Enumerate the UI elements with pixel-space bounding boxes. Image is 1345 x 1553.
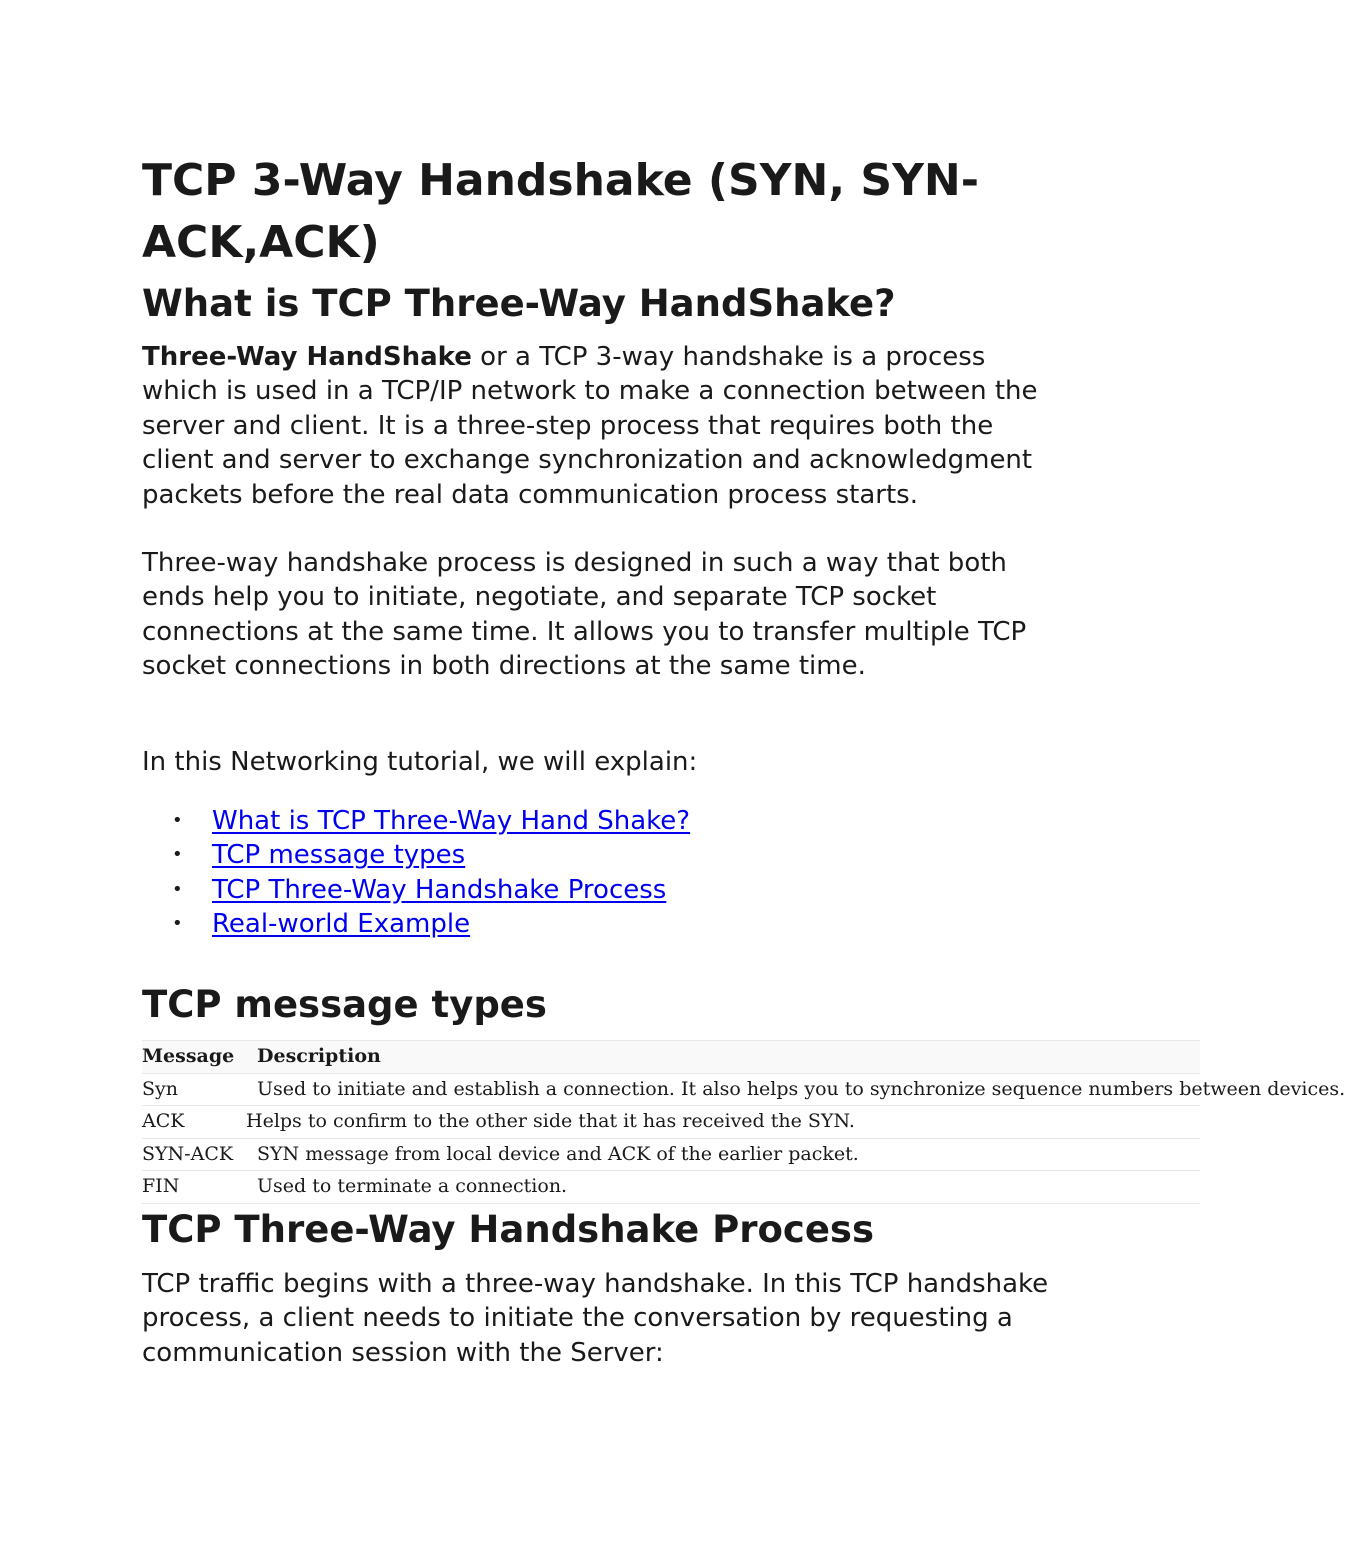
toc-link-real-world-example[interactable]: Real-world Example: [212, 909, 471, 940]
tutorial-intro: In this Networking tutorial, we will explain:: [142, 747, 698, 777]
table-of-contents: [142, 804, 690, 942]
bullet-icon: •: [172, 810, 183, 831]
column-header-message: Message: [142, 1045, 235, 1067]
design-paragraph: Three-way handshake process is designed in such a way that both ends help you to initiate, negotiate, and separate TCP socket connections at the same time. It allows you to transfer multiple TCP socket connections in both directions at the same time.: [142, 548, 1027, 682]
toc-item: [142, 804, 690, 838]
message-cell: SYN-ACK: [142, 1142, 234, 1165]
table-header-row: [142, 1040, 1200, 1074]
column-header-description: Description: [257, 1045, 381, 1067]
message-types-table: [142, 1040, 1345, 1204]
table-row: [142, 1139, 1200, 1172]
table-row: [142, 1106, 1200, 1139]
section-heading-message-types: TCP message types: [142, 983, 547, 1026]
toc-link-what-is[interactable]: What is TCP Three-Way Hand Shake?: [212, 806, 691, 836]
bullet-icon: •: [172, 878, 183, 900]
bullet-icon: •: [172, 844, 183, 866]
message-cell: ACK: [142, 1110, 185, 1132]
message-cell: FIN: [142, 1175, 180, 1197]
table-row: [142, 1074, 1345, 1107]
description-cell: SYN message from local device and ACK of the earlier packet.: [257, 1142, 859, 1165]
description-cell: Used to initiate and establish a connection. It also helps you to synchronize sequence numbers between devices.: [257, 1077, 1345, 1100]
handshake-paragraph: TCP traffic begins with a three-way handshake. In this TCP handshake process, a client needs to initiate the conversation by requesting a communication session with the Server:: [142, 1269, 1049, 1368]
table-row: [142, 1171, 1200, 1204]
toc-link-handshake-process[interactable]: TCP Three-Way Handshake Process: [212, 874, 667, 905]
intro-paragraph: [142, 340, 1062, 512]
message-cell: Syn: [142, 1077, 178, 1100]
toc-item: [142, 873, 690, 907]
section-heading-handshake-process: TCP Three-Way Handshake Process: [142, 1208, 874, 1251]
term-bold: Three-Way HandShake: [142, 342, 472, 372]
description-cell: Used to terminate a connection.: [257, 1175, 568, 1197]
toc-item: [142, 838, 690, 872]
toc-link-message-types[interactable]: TCP message types: [212, 840, 466, 871]
section-heading-what-is: What is TCP Three-Way HandShake?: [142, 282, 896, 325]
toc-item: [142, 907, 690, 941]
description-cell: Helps to confirm to the other side that it has received the SYN.: [246, 1110, 855, 1132]
document-title: TCP 3-Way Handshake (SYN, SYN-ACK,ACK): [142, 155, 980, 268]
bullet-icon: •: [172, 913, 183, 935]
intro-paragraph-text: or a TCP 3-way handshake is a process which is used in a TCP/IP network to make a connection between the server and client. It is a three-step process that requires both the client and server to exchange synchronization and acknowledgment packets before the real data communication process starts.: [142, 342, 1038, 510]
